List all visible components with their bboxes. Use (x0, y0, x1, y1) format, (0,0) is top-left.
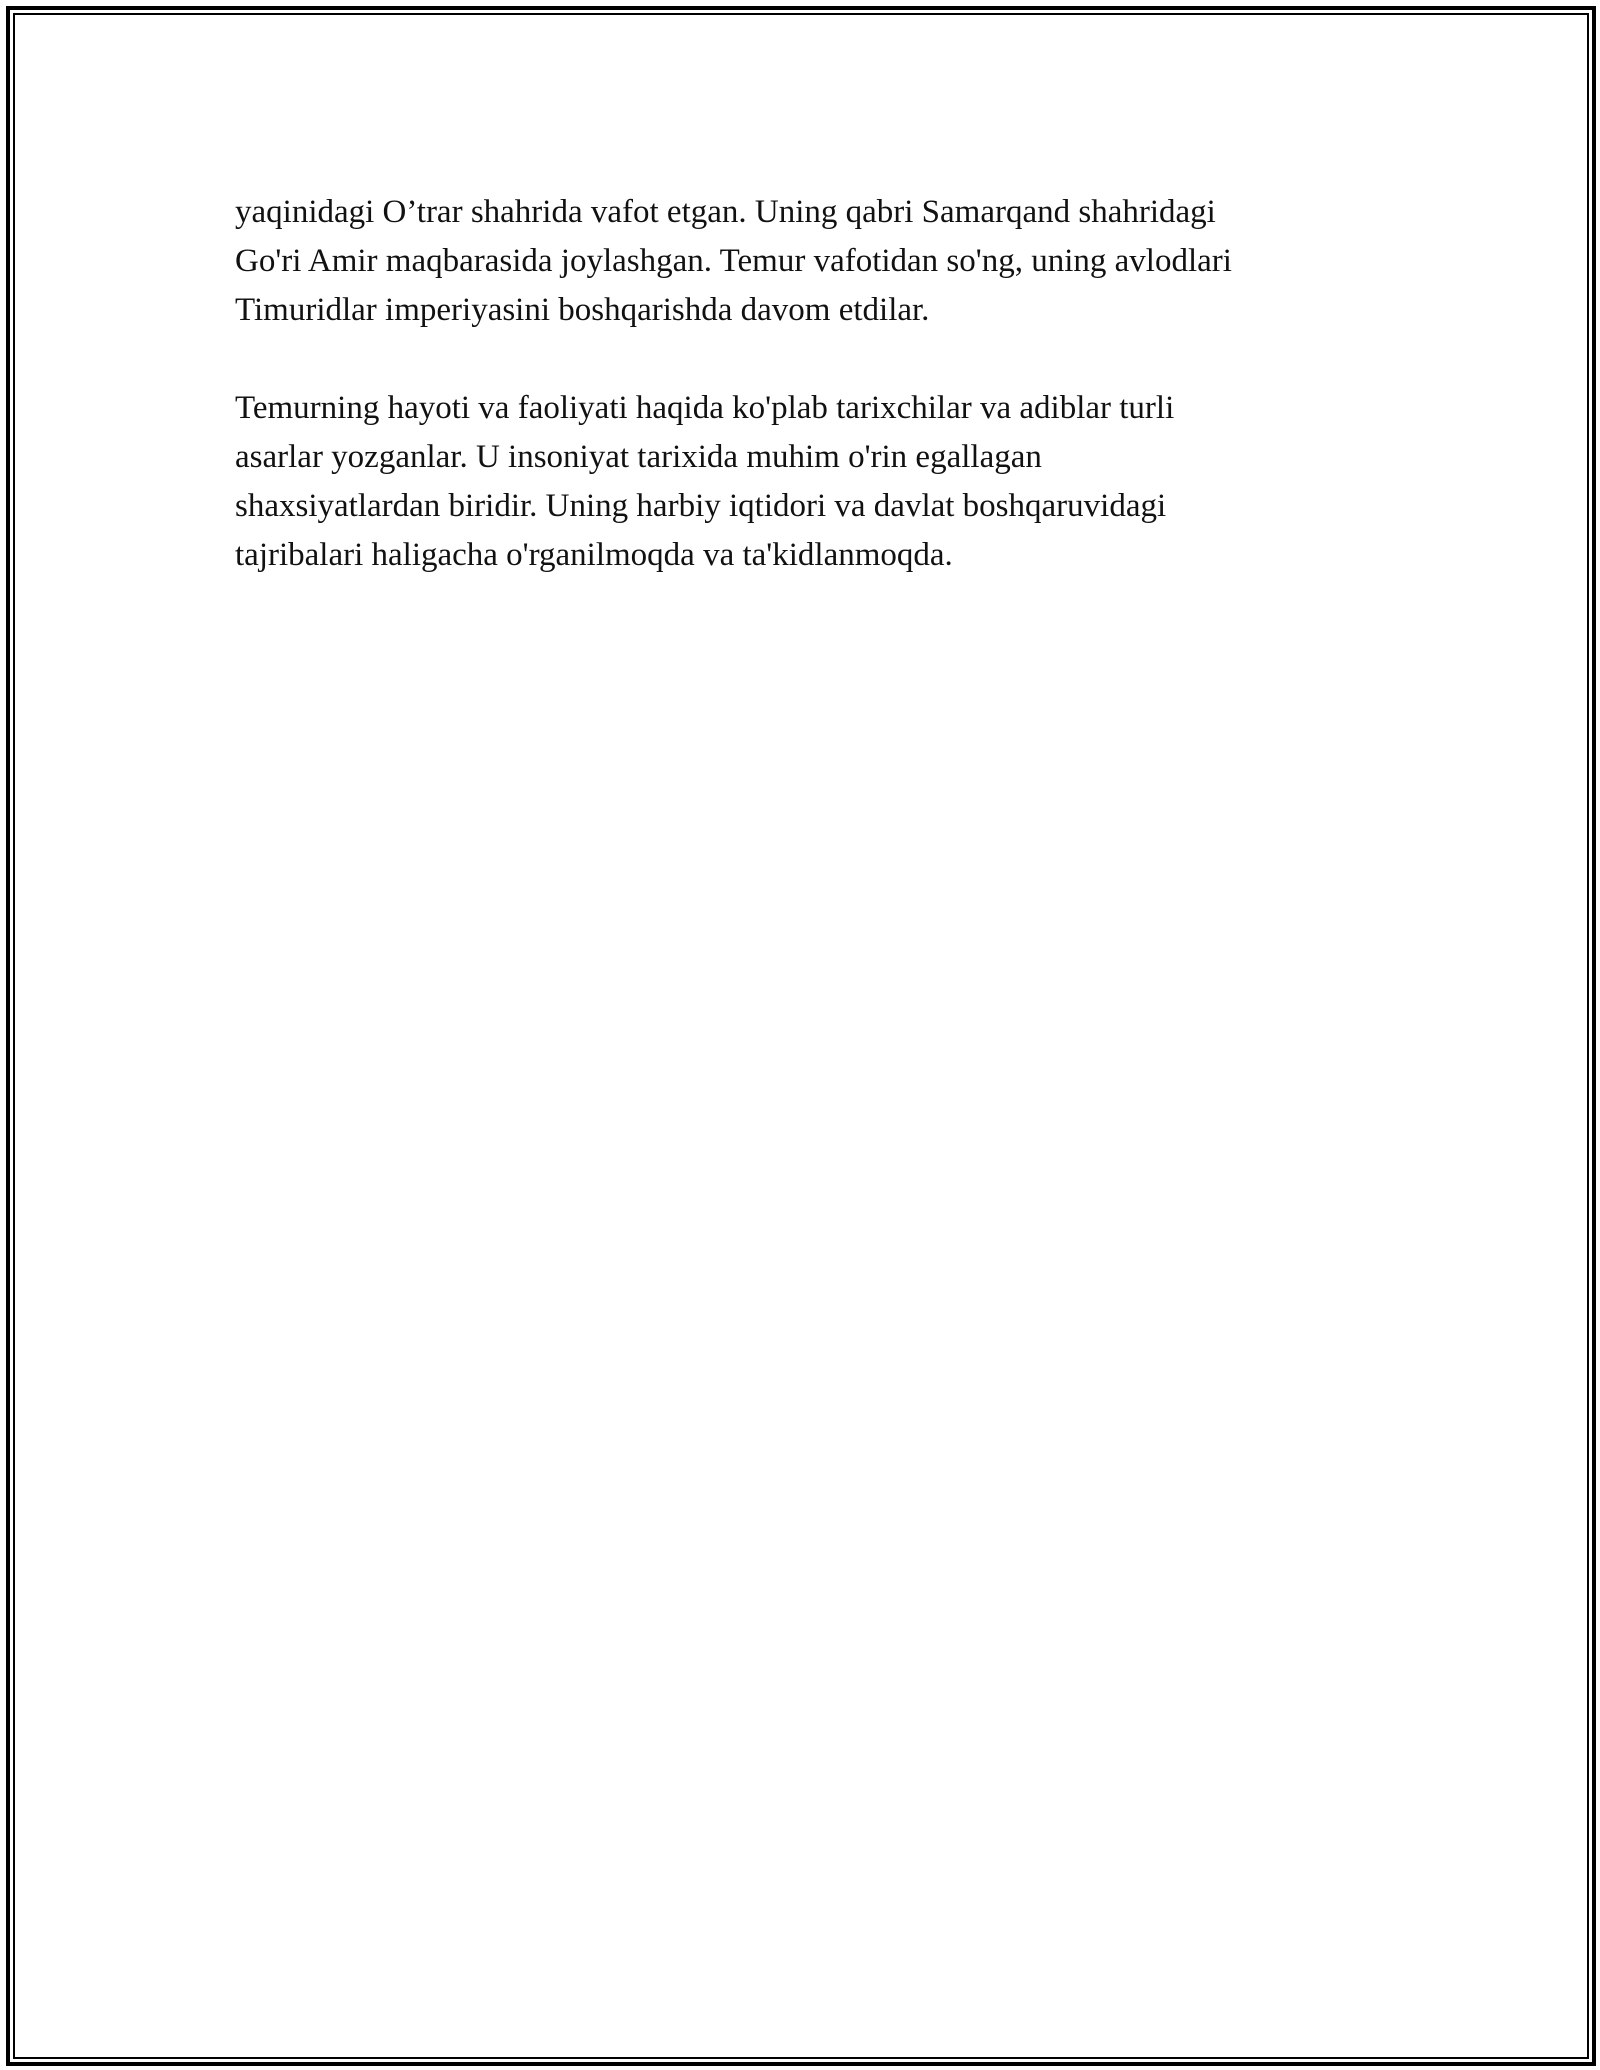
text-line: Temurning hayoti va faoliyati haqida ko'plab tarixchilar va adiblar turli (235, 390, 1175, 426)
paragraph-1 (235, 188, 1365, 335)
document-body (235, 188, 1365, 629)
text-line: shaxsiyatlardan biridir. Uning harbiy iqtidori va davlat boshqaruvidagi (235, 488, 1167, 524)
text-line: asarlar yozganlar. U insoniyat tarixida muhim o'rin egallagan (235, 439, 1042, 475)
paragraph-2 (235, 384, 1365, 580)
text-line: tajribalari haligacha o'rganilmoqda va ta'kidlanmoqda. (235, 537, 953, 573)
text-line: Timuridlar imperiyasini boshqarishda davom etdilar. (235, 292, 930, 328)
text-line: Go'ri Amir maqbarasida joylashgan. Temur vafotidan so'ng, uning avlodlari (235, 243, 1232, 279)
text-line: yaqinidagi O’trar shahrida vafot etgan. Uning qabri Samarqand shahridagi (235, 194, 1216, 230)
